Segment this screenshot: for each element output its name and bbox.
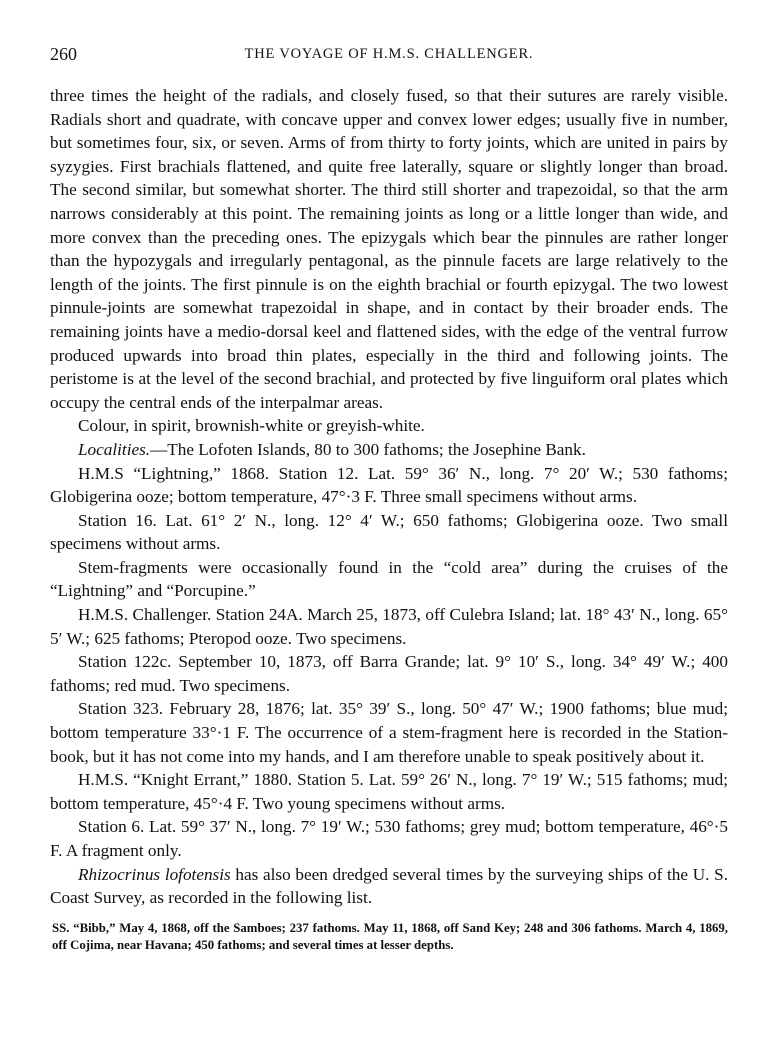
paragraph-rhizocrinus — [50, 863, 728, 910]
body-text — [50, 84, 728, 910]
paragraph-station-16: Station 16. Lat. 61° 2′ N., long. 12° 4′ W.; 650 fathoms; Globigerina ooze. Two small specimens without arms. — [50, 510, 728, 554]
localities-text: —The Lofoten Islands, 80 to 300 fathoms; the Josephine Bank. — [150, 439, 586, 459]
page-header — [50, 44, 728, 72]
paragraph-localities — [50, 438, 728, 462]
paragraph-stem-fragments: Stem-fragments were occasionally found in the “cold area” during the cruises of the “Lightning” and “Porcupine.” — [50, 557, 728, 601]
footnote: SS. “Bibb,” May 4, 1868, off the Samboes; 237 fathoms. May 11, 1868, off Sand Key; 248 and 306 fathoms. March 4, 1869, off Cojima, near Havana; 450 fathoms; and several times at lesser depths. — [52, 920, 728, 952]
paragraph-station-323: Station 323. February 28, 1876; lat. 35° 39′ S., long. 50° 47′ W.; 1900 fathoms; blue mud; bottom temperature 33°·1 F. The occurrence of a stem-fragment here is recorded in the Station-book, but it has not come into my hands, and I am therefore unable to speak positively about it. — [50, 699, 728, 766]
paragraph-station-6: Station 6. Lat. 59° 37′ N., long. 7° 19′ W.; 530 fathoms; grey mud; bottom temperature, 46°·5 F. A fragment only. — [50, 817, 728, 860]
paragraph-description: three times the height of the radials, and closely fused, so that their sutures are rarely visible. Radials short and quadrate, with concave upper and convex lower edges; usually five in number, but sometimes four, six, or seven. Arms of from thirty to forty joints, which are united in pairs by syzygies. First brachials flattened, and quite free laterally, square or slightly longer than broad. The second similar, but somewhat shorter. The third still shorter and trapezoidal, so that the arm narrows considerably at this point. The remaining joints as long or a little longer than wide, and more convex than the preceding ones. The epizygals which bear the pinnules are rather longer than the hypozygals and irregularly pentagonal, as the pinnule facets are large relatively to the length of the joints. The first pinnule is on the eighth brachial or fourth epizygal. The two lowest pinnule-joints are somewhat trapezoidal in shape, and in contact by their broader ends. The remaining joints have a medio-dorsal keel and flattened sides, with the edge of the ventral furrow produced upwards into broad thin plates, especially in the third and following joints. The peristome is at the level of the second brachial, and protected by five linguiform oral plates which occupy the central ends of the interpalmar areas. — [50, 86, 728, 412]
paragraph-lightning-station-12: H.M.S “Lightning,” 1868. Station 12. Lat. 59° 36′ N., long. 7° 20′ W.; 530 fathoms; Globigerina ooze; bottom temperature, 47°·3 F. Three small specimens without arms. — [50, 463, 728, 507]
document-page — [50, 44, 728, 954]
page-number: 260 — [50, 44, 77, 64]
species-name: Rhizocrinus lofotensis — [78, 864, 231, 884]
paragraph-station-122c: Station 122c. September 10, 1873, off Barra Grande; lat. 9° 10′ S., long. 34° 49′ W.; 400 fathoms; red mud. Two specimens. — [50, 652, 728, 695]
paragraph-knight-errant-station-5: H.M.S. “Knight Errant,” 1880. Station 5. Lat. 59° 26′ N., long. 7° 19′ W.; 515 fathoms; mud; bottom temperature, 45°·4 F. Two young specimens without arms. — [50, 770, 728, 813]
paragraph-challenger-station-24a: H.M.S. Challenger. Station 24A. March 25, 1873, off Culebra Island; lat. 18° 43′ N., long. 65° 5′ W.; 625 fathoms; Pteropod ooze. Two specimens. — [50, 605, 728, 648]
paragraph-colour: Colour, in spirit, brownish-white or greyish-white. — [78, 416, 425, 436]
running-head: THE VOYAGE OF H.M.S. CHALLENGER. — [244, 46, 534, 62]
rhizocrinus-text: has also been dredged several times by the surveying ships of the U. S. Coast Survey, as recorded in the following list. — [50, 864, 728, 908]
localities-label: Localities. — [78, 439, 151, 459]
